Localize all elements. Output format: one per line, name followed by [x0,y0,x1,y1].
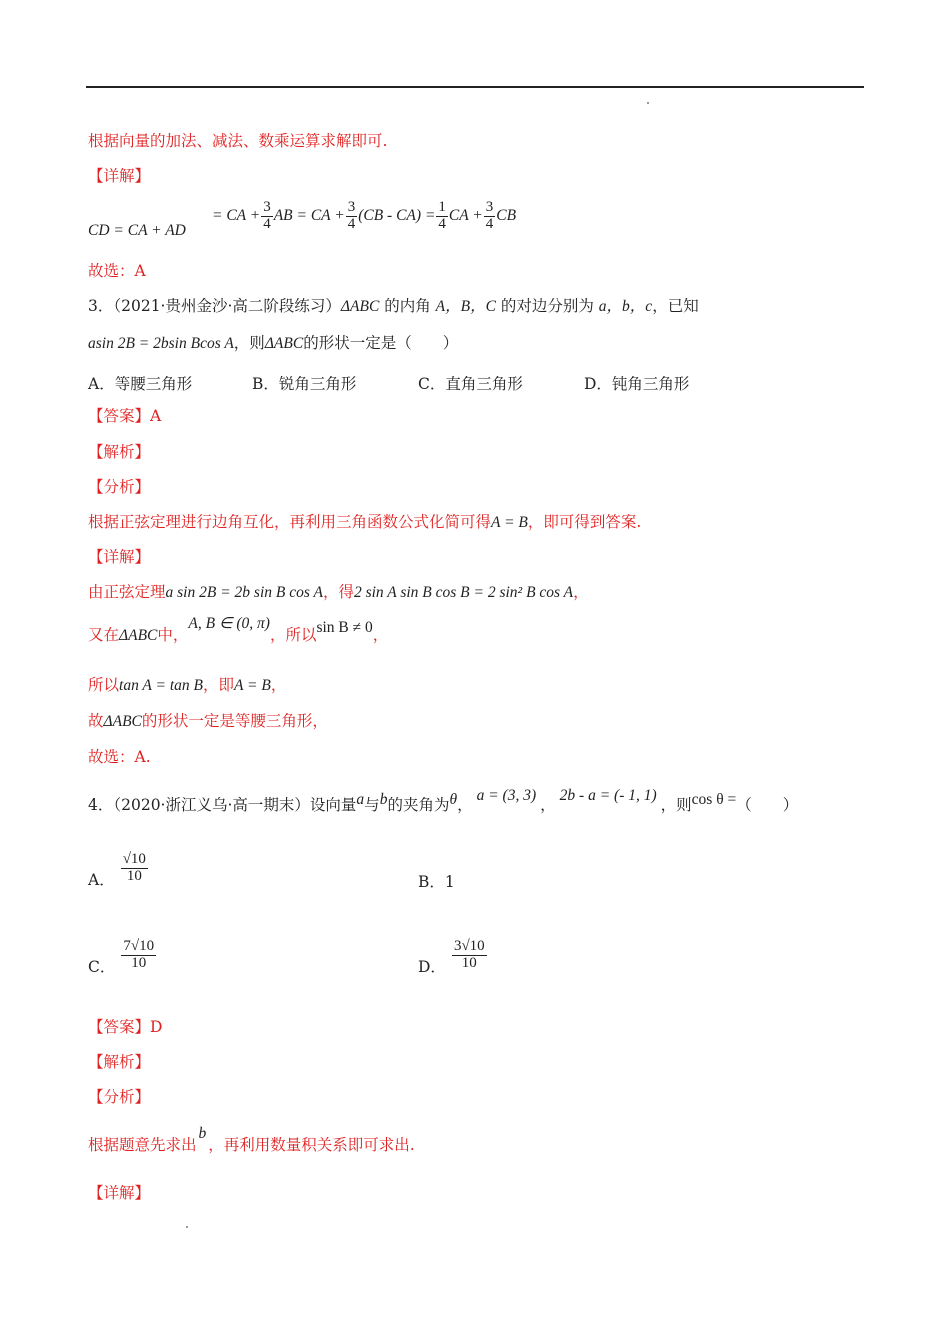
step-text: ，所以 [269,626,317,644]
q2-detail-label: 【详解】 [88,167,151,185]
q3-analysis [88,513,641,533]
vector-b: b [379,791,388,808]
option-fraction: $\frac{7√10}{10}$ [123,937,155,971]
step-math: 2 sin A sin B cos B = 2 sin² B cos A [353,584,574,601]
q3-text: ，则 [233,334,265,352]
q3-option-c: C．直角三角形 [418,375,523,393]
formula-term: AB = CA + [273,206,345,224]
fraction: $\frac{3}{4}$ [347,199,356,232]
q4-option-c [88,933,157,977]
q4-text: ， [457,796,473,814]
q4-stem [88,787,799,816]
formula-lhs: CD = CA + AD [88,222,186,239]
q4-source: 4．（2020·浙江义乌·高一期末）设向量 [88,796,357,814]
q4-answer: 【答案】D [88,1018,163,1036]
q4-math: cos θ = [691,791,737,808]
angle-theta: θ [449,791,458,808]
step-text: ，得 [322,583,354,601]
q4-jiexi-label: 【解析】 [88,1053,151,1071]
q3-text: 的对边分别为 [495,297,599,315]
speck [647,102,649,104]
triangle-abc: ΔABC [264,335,304,352]
analysis-text: ，即可得到答案. [527,513,642,531]
q4-option-a [88,846,149,890]
step-text: 的形状一定是等腰三角形， [141,712,328,730]
q3-fenxi-label: 【分析】 [88,478,151,496]
formula-term: CA + [448,206,483,224]
step-math: sin B ≠ 0 [316,619,373,636]
q3-step1 [88,583,589,603]
q3-option-b: B．锐角三角形 [252,375,357,393]
q3-option-d: D．钝角三角形 [584,375,690,393]
q2-analysis-text: 根据向量的加法、减法、数乘运算求解即可. [88,132,388,150]
q3-text: ，已知 [652,297,699,315]
step-math: A = B [233,677,271,694]
option-label: C． [88,958,116,976]
q3-text: 的形状一定是（ ） [303,334,459,352]
q3-condition: asin 2B = 2bsin Bcos A [88,335,234,352]
q4-analysis [88,1125,415,1156]
q3-detail-label: 【详解】 [88,548,151,566]
q3-step4 [88,712,328,732]
step-text: 由正弦定理 [88,583,166,601]
q3-choose: 故选：A. [88,748,151,766]
angles-abc: A，B，C [435,298,496,315]
q4-fenxi-label: 【分析】 [88,1088,151,1106]
q3-step3 [88,676,286,696]
step-math: tan A = tan B [119,677,203,694]
q4-math: a = (3, 3) [476,787,537,804]
formula-term: = CA + [212,206,261,224]
analysis-math: A = B [491,514,528,531]
q3-answer: 【答案】A [88,407,162,425]
step-text: 又在 [88,626,120,644]
q4-text: ，则 [660,796,692,814]
triangle-abc: ΔABC [340,298,380,315]
q4-math: 2b - a = (- 1, 1) [559,787,657,804]
option-fraction: $\frac{3√10}{10}$ [453,937,485,971]
step-text: ，即 [202,676,234,694]
sides-abc: a，b，c [598,298,653,315]
analysis-text: 根据题意先求出 [88,1136,197,1154]
step-text: ， [372,626,389,644]
q4-text: 与 [364,796,380,814]
step-math: a sin 2B = 2b sin B cos A [165,584,323,601]
option-fraction: $\frac{√10}{10}$ [122,850,146,884]
q3-step2 [88,615,389,646]
q2-choose: 故选：A [88,262,146,280]
q3-stem-line2 [88,334,458,354]
q3-jiexi-label: 【解析】 [88,443,151,461]
fraction: $\frac{3}{4}$ [485,199,494,232]
q4-text: ， [540,796,556,814]
analysis-text: ，再利用数量积关系即可求出. [208,1136,415,1154]
q4-detail-label: 【详解】 [88,1184,151,1202]
step-text: ， [270,676,287,694]
speck [186,1226,188,1228]
vector-b: b [198,1125,207,1142]
q3-source: 3．（2021·贵州金沙·高二阶段练习） [88,297,341,315]
triangle-abc: ΔABC [119,627,158,644]
step-text: ， [573,583,589,601]
q4-option-b: B．1 [418,873,455,891]
q3-option-a: A．等腰三角形 [88,375,193,393]
analysis-text: 根据正弦定理进行边角互化，再利用三角函数公式化简可得 [88,513,492,531]
step-text: 故 [88,712,104,730]
step-math: A, B ∈ (0, π) [188,615,270,632]
header-rule [86,86,864,88]
step-text: 中， [157,626,189,644]
vector-a: a [356,791,365,808]
q4-option-d [418,933,488,977]
fraction: $\frac{1}{4}$ [438,199,446,232]
q3-text: 的内角 [379,297,436,315]
q4-text: 的夹角为 [387,796,450,814]
step-text: 所以 [88,676,120,694]
formula-term: CB [496,206,517,224]
q3-stem-line1 [88,297,699,317]
fraction: $\frac{3}{4}$ [263,199,271,232]
triangle-abc: ΔABC [103,713,142,730]
q4-text: （ ） [736,796,799,814]
option-label: A． [88,871,115,889]
formula-term: (CB - CA) = [358,206,436,224]
option-label: D． [418,958,446,976]
